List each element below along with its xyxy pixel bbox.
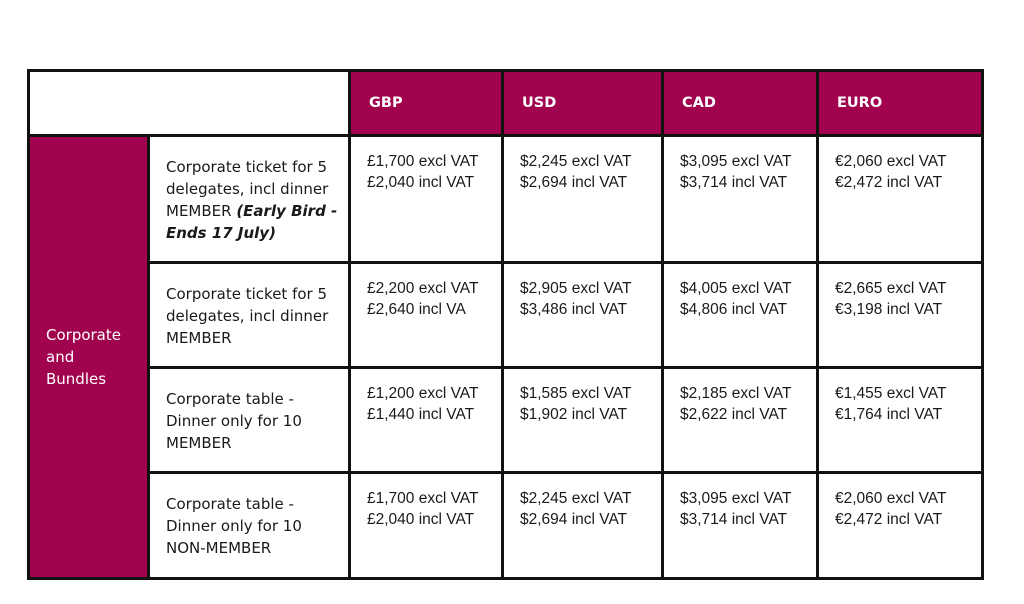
price-gbp: £1,700 excl VAT £2,040 incl VAT [350,473,503,579]
row-description [149,136,350,263]
price-cad: $3,095 excl VAT $3,714 incl VAT [663,473,818,579]
price-cad: $4,005 excl VAT $4,806 incl VAT [663,263,818,368]
price-usd: $2,245 excl VAT $2,694 incl VAT [503,473,663,579]
price-euro: €2,060 excl VAT €2,472 incl VAT [818,136,983,263]
price-usd: $1,585 excl VAT $1,902 incl VAT [503,368,663,473]
price-gbp: £1,200 excl VAT £1,440 incl VAT [350,368,503,473]
price-usd: $2,245 excl VAT $2,694 incl VAT [503,136,663,263]
table-row [29,473,983,579]
desc-line: Corporate ticket for 5 [166,158,328,176]
price-gbp: £2,200 excl VAT £2,640 incl VA [350,263,503,368]
early-bird-note: (Early Bird - [236,202,338,220]
price-usd: $2,905 excl VAT $3,486 incl VAT [503,263,663,368]
category-label-line: and [46,348,75,366]
desc-line: Corporate ticket for 5 [166,285,328,303]
table-row [29,263,983,368]
price-euro: €1,455 excl VAT €1,764 incl VAT [818,368,983,473]
header-usd: USD [503,71,663,136]
pricing-table [27,69,984,580]
row-description [149,263,350,368]
price-cad: $2,185 excl VAT $2,622 incl VAT [663,368,818,473]
desc-line: Corporate table - [166,495,294,513]
desc-line [166,222,348,244]
price-euro: €2,665 excl VAT €3,198 incl VAT [818,263,983,368]
desc-line: Dinner only for 10 [166,517,302,535]
desc-line: delegates, incl dinner [166,180,329,198]
desc-line: NON-MEMBER [166,539,272,557]
desc-line: delegates, incl dinner [166,307,329,325]
price-gbp: £1,700 excl VAT £2,040 incl VAT [350,136,503,263]
desc-line: MEMBER (Early Bird - [166,202,338,220]
price-euro: €2,060 excl VAT €2,472 incl VAT [818,473,983,579]
header-cad: CAD [663,71,818,136]
header-row [29,71,983,136]
category-label-line: Corporate [46,326,121,344]
table-row [29,368,983,473]
row-description [149,368,350,473]
row-description [149,473,350,579]
price-cad: $3,095 excl VAT $3,714 incl VAT [663,136,818,263]
category-label [29,136,149,579]
header-euro: EURO [818,71,983,136]
header-corner-cell [29,71,350,136]
header-gbp: GBP [350,71,503,136]
table-row [29,136,983,263]
desc-line: Corporate table - [166,390,294,408]
category-label-line: Bundles [46,370,107,388]
desc-line: MEMBER [166,329,232,347]
early-bird-note: Ends 17 July) [166,224,276,242]
desc-line: MEMBER [166,434,232,452]
desc-line: Dinner only for 10 [166,412,302,430]
